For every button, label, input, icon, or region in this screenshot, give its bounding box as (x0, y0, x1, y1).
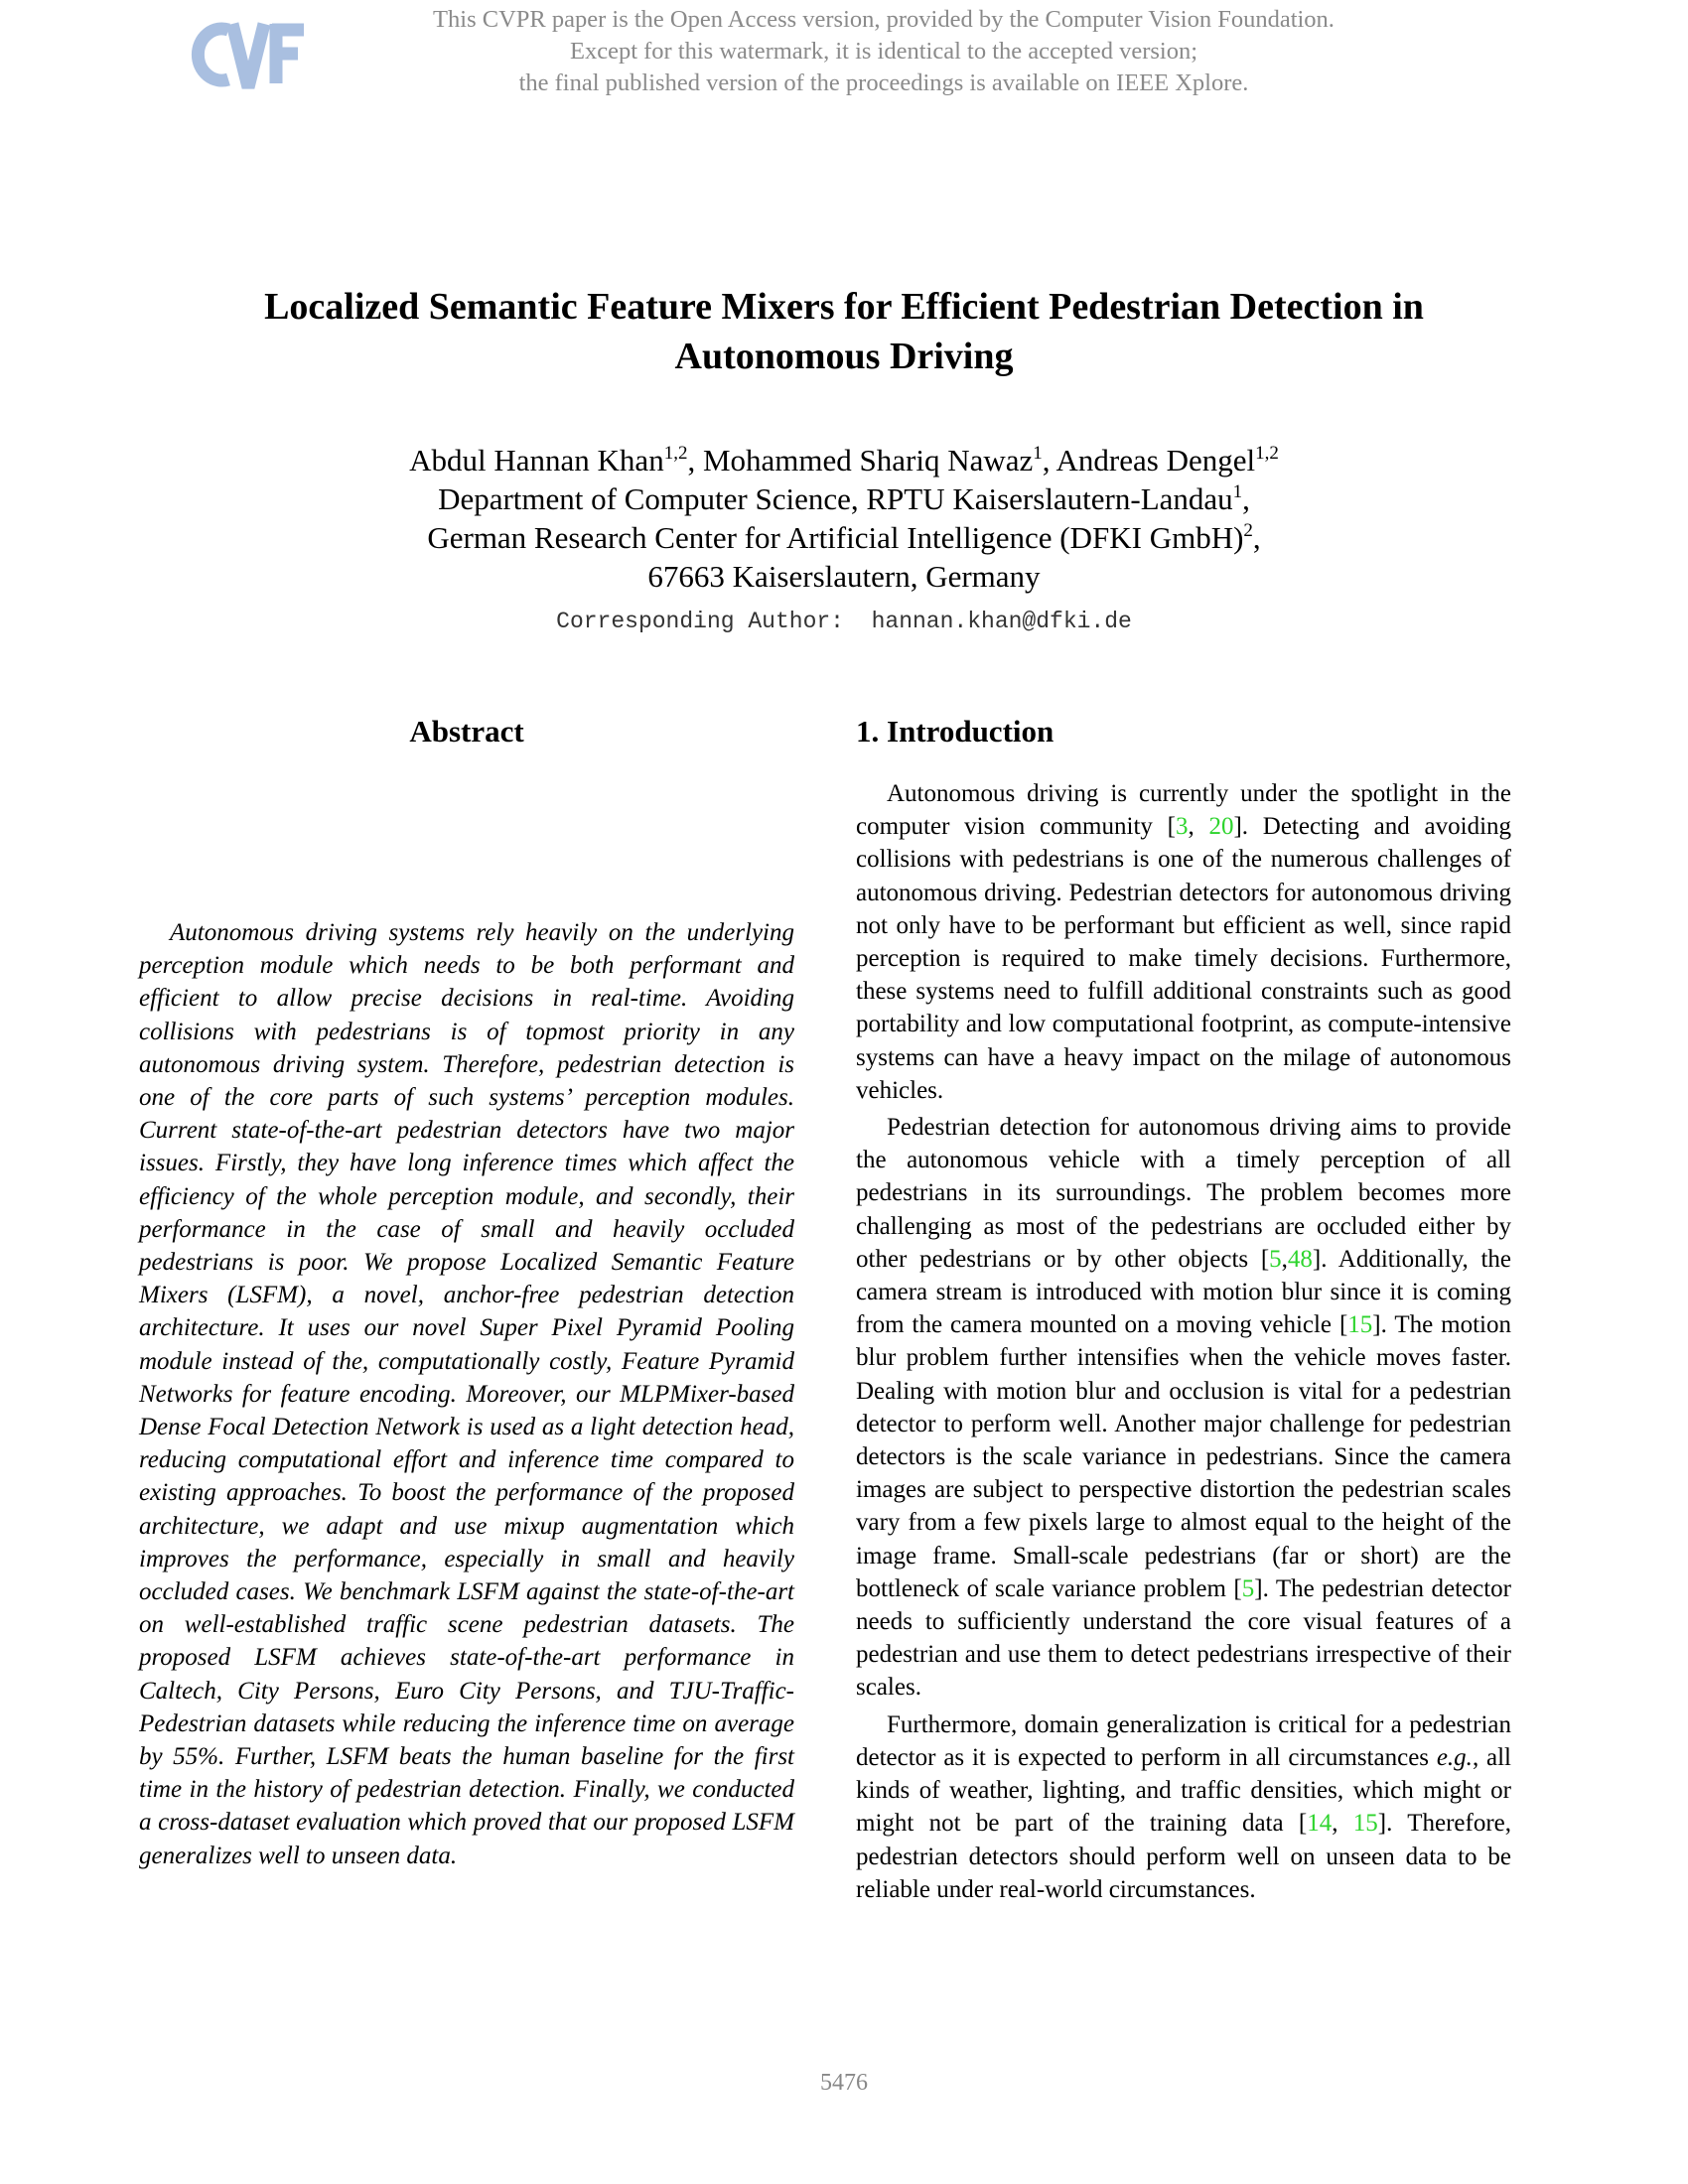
paragraph-text: Furthermore, domain generalization is critical for a pedestrian detector as it is expected to perform in all circumstances (856, 1710, 1511, 1771)
paragraph-text: , all kinds of weather, lighting, and traffic densities, which might or might not be part of the training data [ (856, 1743, 1511, 1838)
paragraph-text: Autonomous driving is currently under the spotlight in the computer vision community [ (856, 780, 1511, 841)
citation-link[interactable]: 15 (1352, 1810, 1378, 1838)
citation-link[interactable]: 48 (1287, 1245, 1313, 1273)
author-line (149, 441, 1539, 479)
affiliation-name: Department of Computer Science, RPTU Kaiserslautern-Landau (438, 481, 1233, 516)
intro-paragraph (856, 777, 1511, 1107)
author-name: Andreas Dengel (1055, 443, 1256, 478)
intro-paragraph (856, 1708, 1511, 1906)
punctuation: , (1252, 520, 1261, 555)
author-block (149, 441, 1539, 596)
introduction-body (856, 777, 1511, 1910)
affiliation-marker: 1,2 (663, 443, 688, 464)
citation-link[interactable]: 20 (1208, 813, 1234, 841)
paragraph-text: ]. Detecting and avoiding collisions with pedestrians is one of the numerous challenges of autonomous driving. Pedestrian detectors for autonomous driving not only have to be performant but efficient as well, since rapid perception is required to make timely decisions. Furthermore, these systems need to fulfill additional constraints such as good portability and low computational footprint, as compute-intensive systems can have a heavy impact on the milage of autonomous vehicles. (856, 813, 1512, 1104)
cvf-logo (185, 14, 308, 97)
author-name: Mohammed Shariq Nawaz (702, 443, 1034, 478)
title-line: Localized Semantic Feature Mixers for Efficient Pedestrian Detection in (264, 286, 1424, 328)
section-heading-introduction: 1. Introduction (856, 714, 1055, 749)
paragraph-text: , (1332, 1810, 1353, 1838)
affiliation-marker: 1,2 (1255, 443, 1279, 464)
address-line: 67663 Kaiserslautern, Germany (647, 559, 1041, 594)
affiliation-line (149, 479, 1539, 518)
punctuation: , (1242, 481, 1250, 516)
citation-link[interactable]: 3 (1175, 813, 1189, 841)
watermark-line: Except for this watermark, it is identical to the accepted version; (569, 38, 1197, 65)
intro-paragraph (856, 1111, 1511, 1705)
emphasis-text: e.g. (1436, 1743, 1473, 1771)
separator: , (687, 443, 703, 478)
affiliation-name: German Research Center for Artificial Intelligence (DFKI GmbH) (427, 520, 1244, 555)
citation-link[interactable]: 15 (1347, 1311, 1373, 1339)
page-number: 5476 (820, 2070, 868, 2096)
abstract-text: Autonomous driving systems rely heavily on the underlying perception module which needs to be both performant and efficient to allow precise decisions in real-time. Avoiding collisions with pedestrians is of topmost priority in any autonomous driving system. Therefore, pedestrian detection is one of the core parts of such systems’ perception modules. Current state-of-the-art pedestrian detectors have two major issues. Firstly, they have long inference times which affect the efficiency of the whole perception module, and secondly, their performance in the case of small and heavily occluded pedestrians is poor. We propose Localized Semantic Feature Mixers (LSFM), a novel, anchor-free pedestrian detection architecture. It uses our novel Super Pixel Pyramid Pooling module instead of the, computationally costly, Feature Pyramid Networks for feature encoding. Moreover, our MLPMixer-based Dense Focal Detection Network is used as a light detection head, reducing computational effort and inference time compared to existing approaches. To boost the performance of the proposed architecture, we adapt and use mixup augmentation which improves the performance, especially in small and heavily occluded cases. We benchmark LSFM against the state-of-the-art on well-established traffic scene pedestrian datasets. The proposed LSFM achieves state-of-the-art performance in Caltech, City Persons, Euro City Persons, and TJU-Traffic-Pedestrian datasets while reducing the inference time on average by 55%. Further, LSFM beats the human baseline for the first time in the history of pedestrian detection. Finally, we conducted a cross-dataset evaluation which proved that our proposed LSFM generalizes well to unseen data. (139, 919, 794, 1869)
paragraph-text: ]. The pedestrian detector needs to sufficiently understand the core visual features of a pedestrian and use them to detect pedestrians irrespective of their scales. (856, 1574, 1511, 1702)
citation-link[interactable]: 5 (1241, 1574, 1255, 1602)
paragraph-text: ]. Therefore, pedestrian detectors should perform well on unseen data to be reliable under real-world circumstances. (856, 1810, 1512, 1903)
paragraph-text: Pedestrian detection for autonomous driving aims to provide the autonomous vehicle with a timely perception of all pedestrians in its surroundings. The problem becomes more challenging as most of the pedestrians are occluded either by other pedestrians or by other objects [ (856, 1114, 1511, 1273)
watermark-line: This CVPR paper is the Open Access version, provided by the Computer Vision Foundation. (433, 6, 1335, 33)
paragraph-text: , (1188, 813, 1209, 841)
watermark-line: the final published version of the proceedings is available on IEEE Xplore. (518, 69, 1249, 96)
abstract-heading: Abstract (409, 714, 524, 749)
open-access-watermark (298, 4, 1470, 99)
affiliation-marker: 1 (1033, 443, 1043, 464)
affiliation-marker: 2 (1243, 520, 1253, 541)
citation-link[interactable]: 5 (1269, 1245, 1282, 1273)
separator: , (1042, 443, 1056, 478)
paragraph-text: ]. The motion blur problem further intensifies when the vehicle moves faster. Dealing with motion blur and occlusion is vital for a pedestrian detector to perform well. Another major challenge for pedestrian detectors is the scale variance in pedestrians. Since the camera images are subject to perspective distortion the pedestrian scales vary from a few pixels large to almost equal to the height of the image frame. Small-scale pedestrians (far or short) are the bottleneck of scale variance problem [ (856, 1311, 1512, 1602)
citation-link[interactable]: 14 (1307, 1810, 1333, 1838)
paper-title (149, 282, 1539, 381)
author-name: Abdul Hannan Khan (409, 443, 664, 478)
affiliation-marker: 1 (1232, 481, 1243, 502)
paragraph-text: , (1281, 1245, 1288, 1273)
affiliation-line (149, 518, 1539, 557)
paragraph-text: ]. Additionally, the camera stream is introduced with motion blur since it is coming from the camera mounted on a moving vehicle [ (856, 1245, 1511, 1339)
title-line: Autonomous Driving (674, 336, 1014, 377)
corresponding-author: Corresponding Author: hannan.khan@dfki.de (556, 609, 1132, 634)
